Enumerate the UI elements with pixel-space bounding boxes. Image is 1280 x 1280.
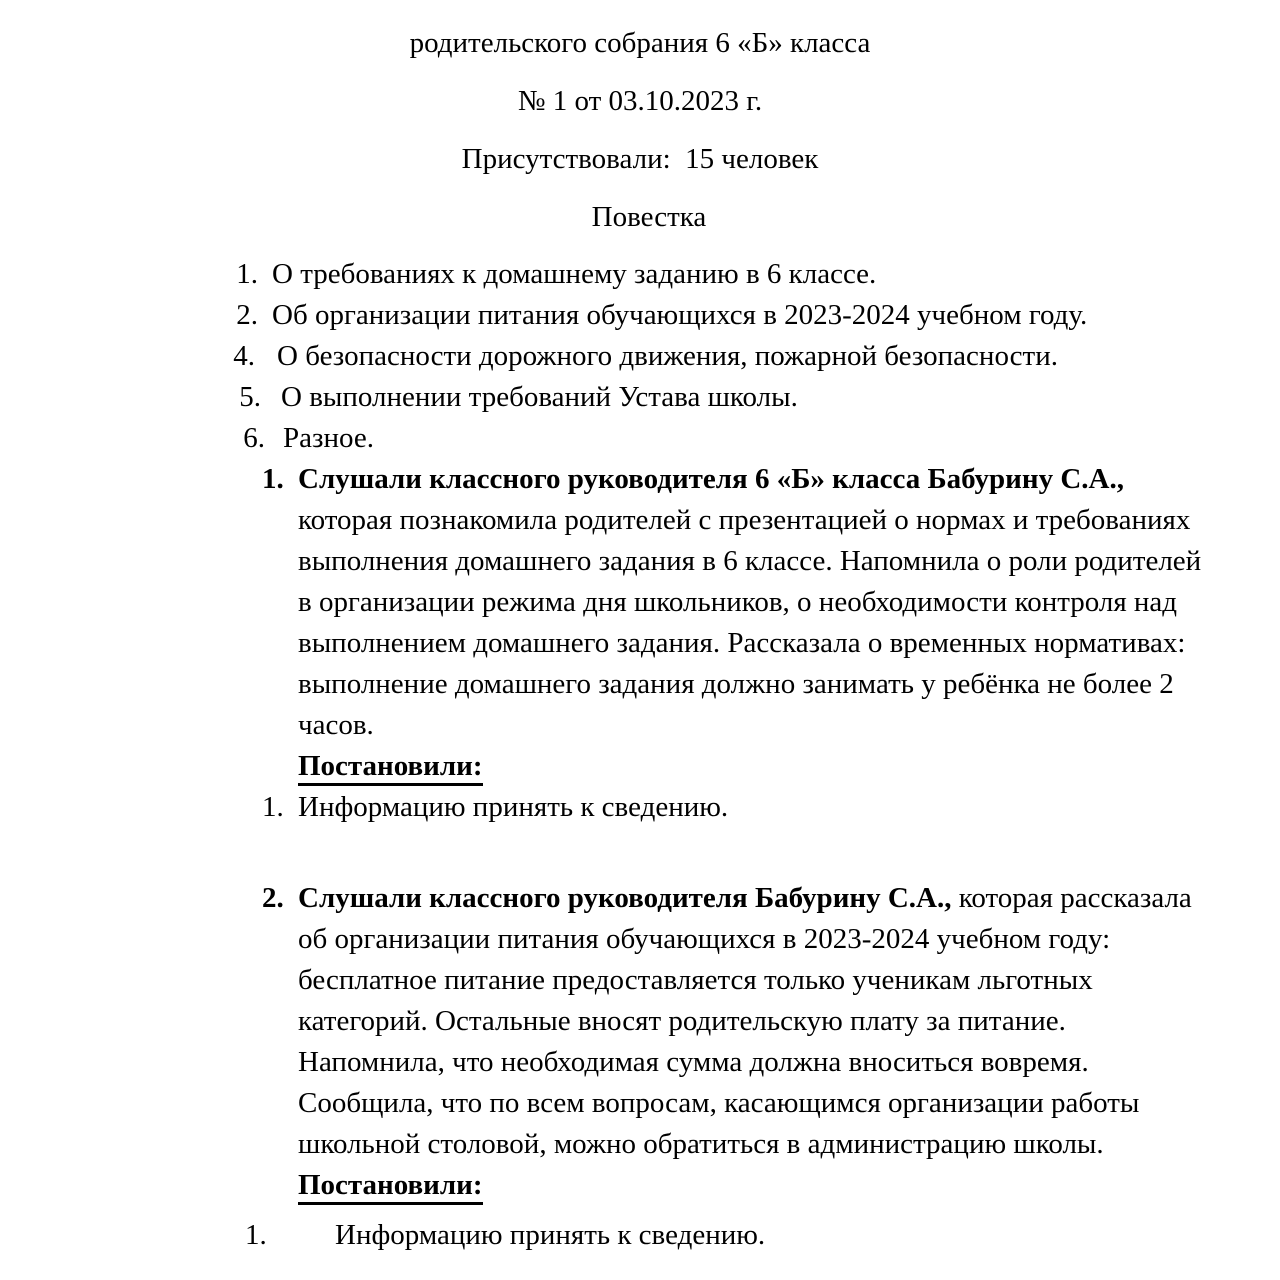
resolution-spacer — [0, 1206, 1280, 1215]
resolution-item-number: 1. — [262, 791, 284, 823]
agenda-item — [0, 336, 1280, 377]
minutes-section — [262, 878, 1202, 1165]
header-line-number-date: № 1 от 03.10.2023 г. — [517, 85, 763, 117]
agenda-item-number: 2. — [236, 299, 258, 331]
header-line-agenda-title: Повестка — [591, 201, 707, 233]
section-body-text: которая рассказала об организации питания обучающихся в 2023-2024 учебном году: бесплатное питание предоставляется только ученикам льготных категорий. Остальные вносят родительскую плату за питание. Напомнила, что необходимая сумма должна вноситься вовремя. Сообщила, что по всем вопросам, касающимся организации работы школьной столовой, можно обратиться в администрацию школы. — [298, 882, 1192, 1160]
section-number: 2. — [262, 882, 284, 914]
section-paragraph — [262, 459, 1202, 746]
header-line-title: родительского собрания 6 «Б» класса — [409, 27, 871, 59]
section-body-text: которая познакомила родителей с презентацией о нормах и требованиях выполнения домашнего задания в 6 классе. Напомнила о роли родителей в организации режима дня школьников, о необходимости контроля над выполнением домашнего задания. Рассказала о временных нормативах: выполнение домашнего задания должно занимать у ребёнка не более 2 часов. — [298, 504, 1202, 741]
agenda-item-label: Разное. — [283, 422, 374, 454]
header-line-attendance: Присутствовали: 15 человек — [461, 143, 819, 175]
resolved-heading-label: Постановили: — [298, 750, 483, 786]
agenda-item-label: О безопасности дорожного движения, пожарной безопасности. — [277, 340, 1058, 372]
section-paragraph — [262, 878, 1202, 1165]
resolution-item — [262, 787, 1280, 828]
section-spacer — [0, 828, 1280, 878]
resolved-heading — [262, 746, 1280, 787]
section-lead-in: Слушали классного руководителя 6 «Б» класса Бабурину С.А., — [298, 463, 1124, 495]
agenda-item-number: 5. — [239, 381, 261, 413]
resolution-item-label: Информацию принять к сведению. — [298, 791, 729, 823]
agenda-list — [0, 254, 1280, 459]
section-number: 1. — [262, 463, 284, 495]
agenda-item-number: 6. — [243, 422, 265, 454]
resolution-item-label: Информацию принять к сведению. — [335, 1219, 766, 1251]
agenda-item — [0, 418, 1280, 459]
agenda-item — [0, 254, 1280, 295]
section-lead-in: Слушали классного руководителя Бабурину С.А., — [298, 882, 952, 914]
agenda-item-label: О требованиях к домашнему заданию в 6 классе. — [272, 258, 877, 290]
agenda-item-number: 4. — [233, 340, 255, 372]
agenda-item — [0, 377, 1280, 418]
resolution-item — [245, 1215, 1280, 1256]
agenda-item — [0, 295, 1280, 336]
resolved-heading — [262, 1165, 1280, 1206]
resolved-heading-label: Постановили: — [298, 1169, 483, 1205]
agenda-item-number: 1. — [236, 258, 258, 290]
document-header — [0, 14, 1280, 246]
minutes-section — [262, 459, 1202, 746]
resolution-item-number: 1. — [245, 1219, 267, 1251]
agenda-item-label: Об организации питания обучающихся в 2023-2024 учебном году. — [272, 299, 1088, 331]
agenda-item-label: О выполнении требований Устава школы. — [281, 381, 798, 413]
